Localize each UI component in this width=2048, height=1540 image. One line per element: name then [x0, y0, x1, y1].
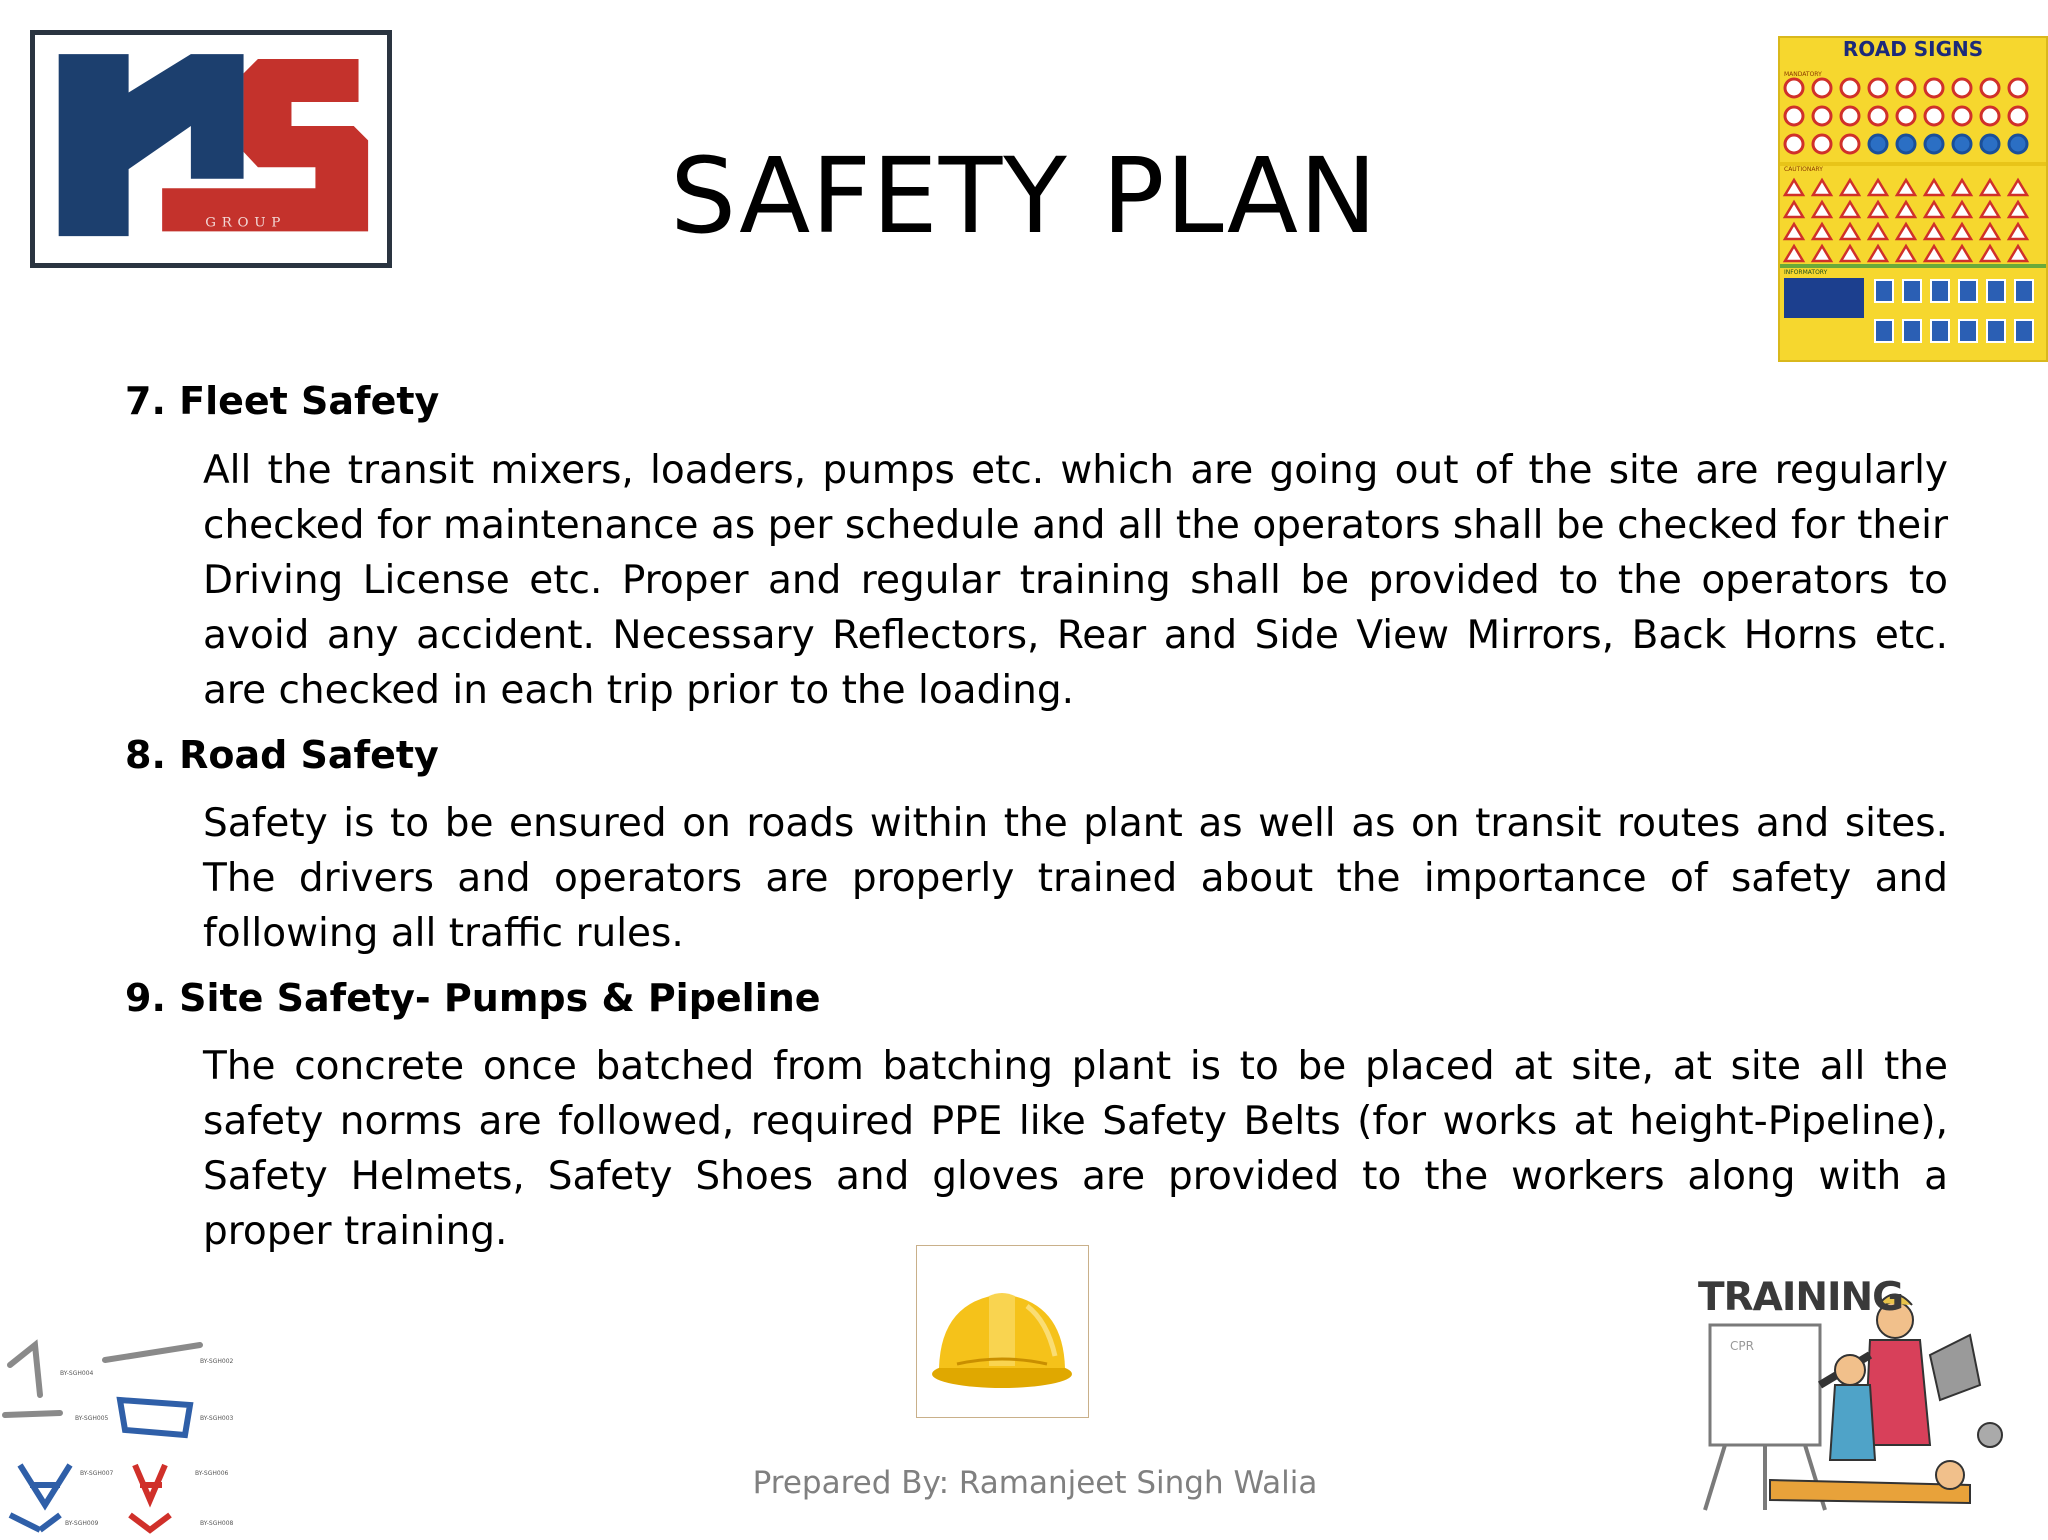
training-label: TRAINING [1698, 1275, 1904, 1320]
informatory-sign-icon [1875, 320, 1893, 342]
svg-text:BY-SGH003: BY-SGH003 [200, 1415, 234, 1422]
section-heading-site-safety: 9. Site Safety- Pumps & Pipeline [125, 976, 821, 1020]
svg-text:BY-SGH005: BY-SGH005 [75, 1415, 109, 1422]
mandatory-sign-icon [1785, 107, 1803, 125]
section-heading-road-safety: 8. Road Safety [125, 733, 439, 777]
svg-text:BY-SGH008: BY-SGH008 [200, 1520, 234, 1527]
mandatory-sign-icon [1897, 135, 1915, 153]
informatory-sign-icon [1987, 280, 2005, 302]
informatory-sign-icon [2015, 280, 2033, 302]
road-signs-graphic [1780, 38, 2046, 360]
svg-text:BY-SGH004: BY-SGH004 [60, 1370, 94, 1377]
informatory-sign-icon [1875, 280, 1893, 302]
mandatory-sign-icon [1925, 79, 1943, 97]
section-body-fleet-safety: All the transit mixers, loaders, pumps etc. which are going out of the site are regularly checked for maintenance as per schedule and all the operators shall be checked for their Driving License etc. Proper and regular training shall be provided to the operators to avoid any accident. Necessary Reflectors, Rear and Side View Mirrors, Back Horns etc. are checked in each trip prior to the loading. [203, 448, 1948, 713]
informatory-sign-icon [2015, 320, 2033, 342]
hard-hat-image [916, 1245, 1089, 1418]
mandatory-sign-icon [1841, 79, 1859, 97]
mandatory-sign-icon [1897, 79, 1915, 97]
mandatory-sign-icon [1925, 107, 1943, 125]
mandatory-sign-icon [1785, 135, 1803, 153]
mandatory-sign-icon [1841, 107, 1859, 125]
safety-harness-graphic [0, 1325, 245, 1536]
mandatory-sign-icon [1953, 107, 1971, 125]
informatory-sign-icon [1903, 280, 1921, 302]
mandatory-sign-icon [1869, 79, 1887, 97]
mandatory-sign-icon [1981, 135, 1999, 153]
informatory-sign-icon [1959, 320, 1977, 342]
prepared-by-footer: Prepared By: Ramanjeet Singh Walia [752, 1465, 1318, 1501]
mandatory-sign-icon [1813, 79, 1831, 97]
informatory-board-icon [1784, 278, 1864, 318]
svg-text:BY-SGH009: BY-SGH009 [65, 1520, 99, 1527]
mandatory-sign-icon [2009, 79, 2027, 97]
road-signs-label-informatory: INFORMATORY [1784, 269, 1828, 276]
hard-hat-icon [917, 1246, 1087, 1416]
slide-title: SAFETY PLAN [670, 135, 1378, 257]
mandatory-sign-icon [1841, 135, 1859, 153]
training-board-text: CPR [1730, 1339, 1754, 1353]
road-signs-poster [1778, 36, 2048, 362]
informatory-sign-icon [1987, 320, 2005, 342]
road-signs-label-mandatory: MANDATORY [1784, 71, 1822, 78]
road-signs-title: ROAD SIGNS [1842, 38, 1984, 61]
informatory-sign-icon [1931, 280, 1949, 302]
informatory-sign-icon [1959, 280, 1977, 302]
mandatory-sign-icon [1953, 135, 1971, 153]
svg-text:BY-SGH007: BY-SGH007 [80, 1470, 114, 1477]
mandatory-sign-icon [2009, 135, 2027, 153]
section-body-road-safety: Safety is to be ensured on roads within the plant as well as on transit routes and sites. The drivers and operators are properly trained about the importance of safety and following all traffic rules. [203, 801, 1948, 956]
mandatory-sign-icon [1981, 79, 1999, 97]
mandatory-sign-icon [1869, 107, 1887, 125]
mandatory-sign-icon [1785, 79, 1803, 97]
mandatory-sign-icon [1897, 107, 1915, 125]
mandatory-sign-icon [2009, 107, 2027, 125]
informatory-sign-icon [1903, 320, 1921, 342]
mandatory-sign-icon [1981, 107, 1999, 125]
mandatory-sign-icon [1869, 135, 1887, 153]
section-body-site-safety: The concrete once batched from batching plant is to be placed at site, at site all the safety norms are followed, required PPE like Safety Belts (for works at height-Pipeline), Safety Helmets, Safety Shoes and gloves are provided to the workers along with a proper training. [203, 1044, 1948, 1254]
svg-text:BY-SGH002: BY-SGH002 [200, 1358, 234, 1365]
mandatory-sign-icon [1953, 79, 1971, 97]
section-heading-fleet-safety: 7. Fleet Safety [125, 379, 440, 423]
logo-group-text: GROUP [205, 215, 287, 231]
mandatory-signs [1785, 79, 2027, 153]
safety-harness-image [0, 1325, 245, 1536]
mandatory-sign-icon [1925, 135, 1943, 153]
mandatory-sign-icon [1813, 107, 1831, 125]
svg-text:BY-SGH006: BY-SGH006 [195, 1470, 229, 1477]
mandatory-sign-icon [1813, 135, 1831, 153]
informatory-sign-icon [1931, 320, 1949, 342]
road-signs-label-cautionary: CAUTIONARY [1784, 166, 1823, 173]
